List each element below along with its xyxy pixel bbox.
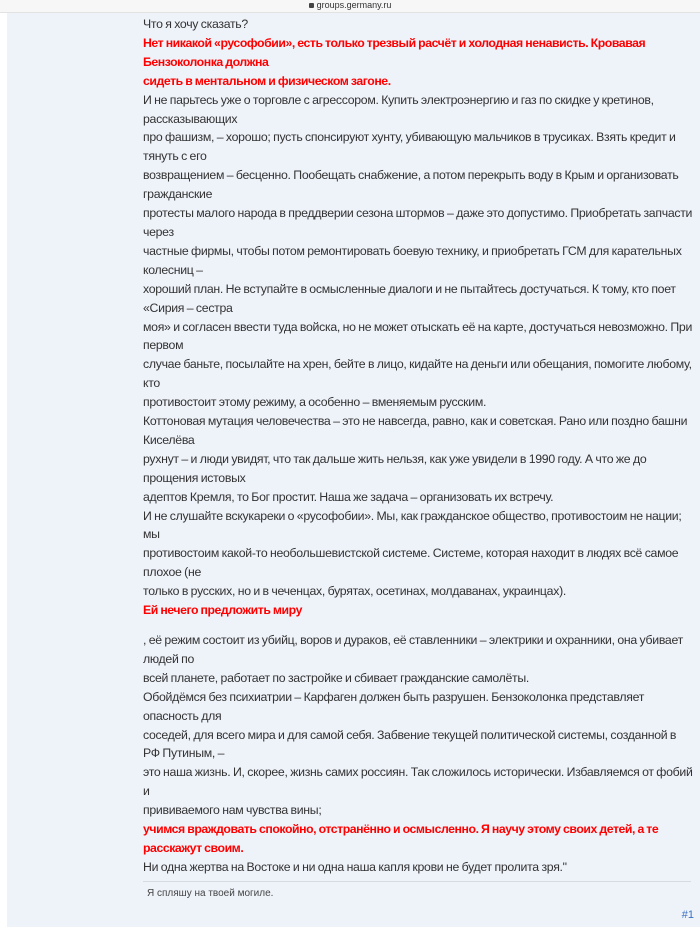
blank-spacer <box>143 620 694 631</box>
lock-icon <box>309 3 314 8</box>
text-line: И не парьтесь уже о торговле с агрессором. Купить электроэнергию и газ по скидке у кретинов, рассказывающих <box>143 92 654 126</box>
post-signature: Я спляшу на твоей могиле. <box>147 887 274 899</box>
text-line: Ни одна жертва на Востоке и ни одна наша капля крови не будет пролита зря." <box>143 859 567 874</box>
browser-address-bar[interactable] <box>0 0 700 13</box>
text-line: моя» и согласен ввести туда войска, но не может отыскать её на карте, достучаться невозможно. При первом <box>143 319 693 353</box>
text-line: И не слушайте вскукареки о «русофобии». Мы, как гражданское общество, противостоим не нации; мы <box>143 508 682 542</box>
text-line: частные фирмы, чтобы потом ремонтировать боевую технику, и приобретать ГСМ для карательных колесниц – <box>143 243 682 277</box>
paragraph <box>143 507 694 602</box>
text-line: случае баньте, посылайте на хрен, бейте в лицо, кидайте на деньги или обещания, помогите любому, кто <box>143 357 692 391</box>
forum-post <box>7 13 700 927</box>
text-line: Что я хочу сказать? <box>143 17 248 31</box>
text-line: противостоим какой-то необольшевистской системе. Системе, которая находит в людях всё самое плохое (не <box>143 546 679 580</box>
highlighted-paragraph <box>143 34 694 91</box>
highlighted-paragraph <box>143 601 694 620</box>
highlighted-paragraph <box>143 820 694 858</box>
signature-divider <box>143 881 691 882</box>
text-line: Обойдёмся без психиатрии – Карфаген должен быть разрушен. Бензоколонка представляет опасность для <box>143 689 645 723</box>
url-text: groups.germany.ru <box>316 0 392 10</box>
text-line: адептов Кремля, то Бог простит. Наша же задача – организовать их встречу. <box>143 489 554 504</box>
paragraph <box>143 631 694 688</box>
text-line: сидеть в ментальном и физическом загоне. <box>143 73 391 88</box>
paragraph <box>143 688 694 820</box>
paragraph <box>143 15 694 34</box>
text-line: это наша жизнь. И, скорее, жизнь самих россиян. Так сложилось исторически. Избавляемся от фобий и <box>143 765 693 799</box>
post-footer <box>143 905 694 923</box>
post-body <box>143 15 694 877</box>
text-line: хороший план. Не вступайте в осмысленные диалоги и не пытайтесь достучаться. К тому, кто поет «Сирия – сестра <box>143 281 676 315</box>
text-line: протесты малого народа в преддверии сезона штормов – даже это допустимо. Приобретать запчасти через <box>143 206 693 239</box>
text-line: противостоит этому режиму, а особенно – вменяемым русским. <box>143 395 487 410</box>
text-line: учимся враждовать спокойно, отстранённо и осмысленно. Я научу этому своих детей, а те расскажут своим. <box>143 822 659 855</box>
text-line: возвращением – бесценно. Пообещать снабжение, а потом перекрыть воду в Крым и организовать гражданские <box>143 168 679 202</box>
text-line: соседей, для всего мира и для самой себя. Забвение текущей политической системы, созданной в РФ Путиным, – <box>143 727 677 761</box>
text-line <box>143 620 694 631</box>
paragraph <box>143 858 694 877</box>
text-line: Нет никакой «русофобии», есть только трезвый расчёт и холодная ненависть. Кровавая Бензоколонка должна <box>143 35 646 69</box>
text-line: , её режим состоит из убийц, воров и дураков, её ставленники – электрики и охранники, она убивает людей по <box>143 633 683 666</box>
text-line: рухнут – и люди увидят, что так дальше жить нельзя, как уже увидели в 1990 году. А что же до прощения истовых <box>143 451 647 485</box>
text-line: Коттоновая мутация человечества – это не навсегда, равно, как и советская. Рано или поздно башни Киселёва <box>143 414 688 447</box>
paragraph <box>143 91 694 412</box>
post-number-link[interactable]: #1 <box>681 908 694 921</box>
paragraph <box>143 412 694 507</box>
text-line: Ей нечего предложить миру <box>143 603 302 618</box>
text-line: прививаемого нам чувства вины; <box>143 803 322 818</box>
text-line: про фашизм, – хорошо; пусть спонсируют хунту, убивающую мальчиков в трусиках. Взять кредит и тянуть с его <box>143 130 676 164</box>
text-line: всей планете, работает по застройке и сбивает гражданские самолёты. <box>143 670 530 685</box>
text-line: только в русских, но и в чеченцах, бурятах, осетинах, молдаванах, украинцах). <box>143 584 566 599</box>
